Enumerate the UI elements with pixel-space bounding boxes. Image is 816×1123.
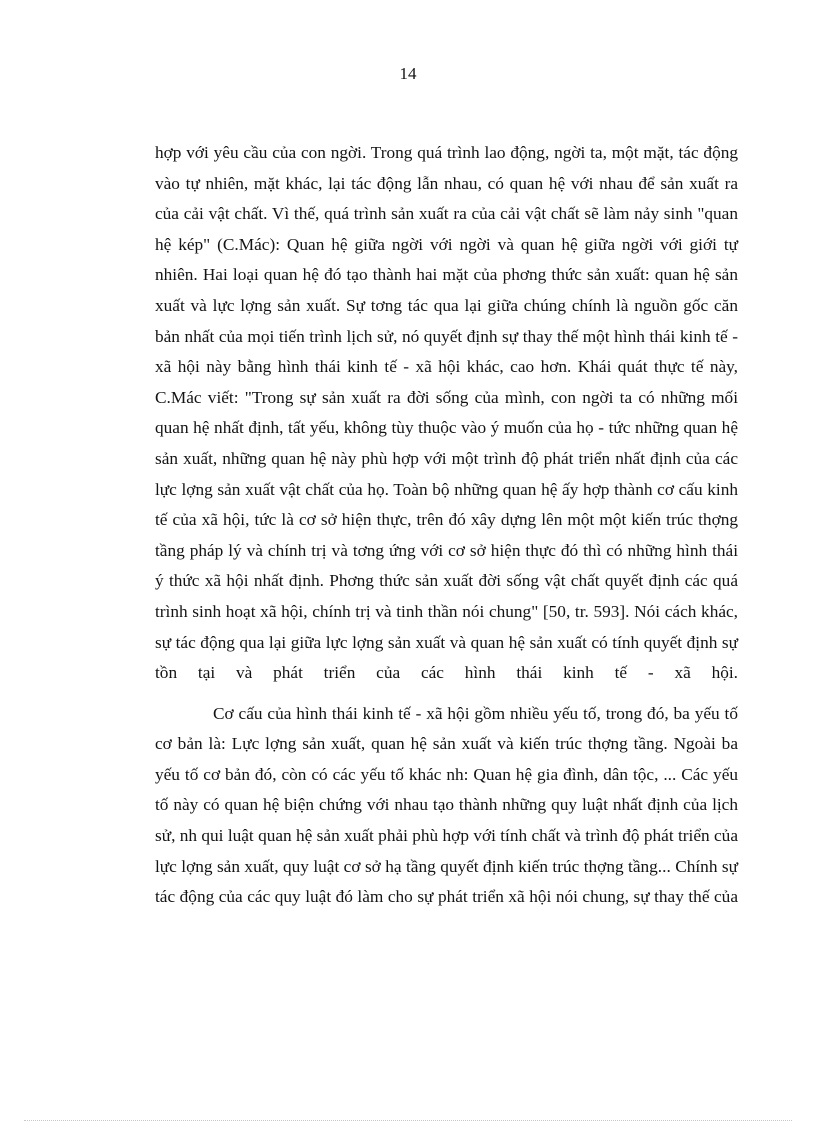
- paragraph-2: Cơ cấu của hình thái kinh tế - xã hội gồm nhiều yếu tố, trong đó, ba yếu tố cơ bản là: Lực lợng sản xuất, quan hệ sản xuất và kiến trúc thợng tầng. Ngoài ba yếu tố cơ bản đó, còn có các yếu tố khác nh: Quan hệ gia đình, dân tộc, ... Các yếu tố này có quan hệ biện chứng với nhau tạo thành những quy luật nhất định của lịch sử, nh qui luật quan hệ sản xuất phải phù hợp với tính chất và trình độ phát triển của lực lợng sản xuất, quy luật cơ sở hạ tầng quyết định kiến trúc thợng tầng... Chính sự tác động của các quy luật đó làm cho sự phát triển xã hội nói chung, sự thay thế của: [155, 703, 738, 907]
- body-text: [155, 138, 738, 913]
- page-number: 14: [399, 64, 417, 83]
- paragraph-1: hợp với yêu cầu của con ngời. Trong quá trình lao động, ngời ta, một mặt, tác động vào tự nhiên, mặt khác, lại tác động lẫn nhau, có quan hệ với nhau để sản xuất ra của cải vật chất. Vì thế, quá trình sản xuất ra của cải vật chất sẽ làm nảy sinh "quan hệ kép" (C.Mác): Quan hệ giữa ngời với ngời và quan hệ giữa ngời với giới tự nhiên. Hai loại quan hệ đó tạo thành hai mặt của phơng thức sản xuất: quan hệ sản xuất và lực lợng sản xuất. Sự tơng tác qua lại giữa chúng chính là nguồn gốc căn bản nhất của mọi tiến trình lịch sử, nó quyết định sự thay thế một hình thái kinh tế - xã hội này bằng hình thái kinh tế - xã hội khác, cao hơn. Khái quát thực tế này, C.Mác viết: "Trong sự sản xuất ra đời sống của mình, con ngời ta có những mối quan hệ nhất định, tất yếu, không tùy thuộc vào ý muốn của họ - tức những quan hệ sản xuất, những quan hệ này phù hợp với một trình độ phát triển nhất định của các lực lợng sản xuất vật chất của họ. Toàn bộ những quan hệ ấy hợp thành cơ cấu kinh tế của xã hội, tức là cơ sở hiện thực, trên đó xây dựng lên một một kiến trúc thợng tầng pháp lý và chính trị và tơng ứng với cơ sở hiện thực đó thì có những hình thái ý thức xã hội nhất định. Phơng thức sản xuất đời sống vật chất quyết định các quá trình sinh hoạt xã hội, chính trị và tinh thần nói chung" [50, tr. 593]. Nói cách khác, sự tác động qua lại giữa lực lợng sản xuất và quan hệ sản xuất có tính quyết định sự tồn tại và phát triển của các hình thái kinh tế - xã hội.: [155, 143, 738, 683]
- page-bottom-divider: [24, 1120, 792, 1121]
